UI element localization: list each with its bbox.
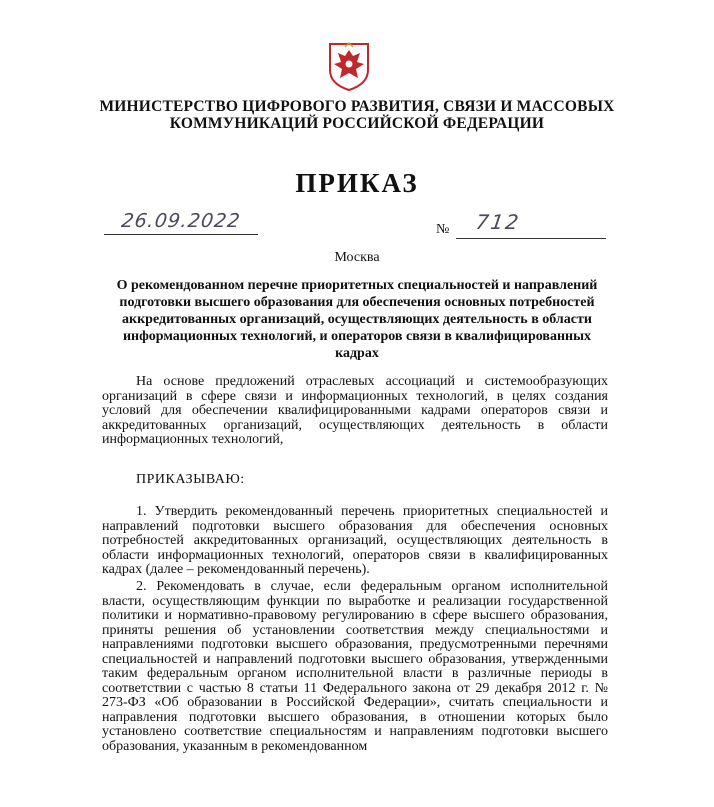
ministry-line-1: МИНИСТЕРСТВО ЦИФРОВОГО РАЗВИТИЯ, СВЯЗИ И МАССОВЫХ xyxy=(99,98,615,115)
order-subject: О рекомендованном перечне приоритетных специальностей и направлений подготовки высшего образования для обеспечения основных потребностей аккредитованных организаций, осуществляющих деятельность в области информационных технологий, и операторов связи в квалифицированных кадрах xyxy=(116,278,598,361)
order-date: 26.09.2022 xyxy=(120,210,242,232)
city: Москва xyxy=(334,250,380,265)
preamble-paragraph: На основе предложений отраслевых ассоциаций и системообразующих организаций в сфере связи и информационных технологий, в целях создания условий для обеспечении квалифицированными кадрами операторов связи и аккредитованных организаций, осуществляющих деятельность в области информационных технологий, xyxy=(102,374,608,447)
number-underline xyxy=(456,238,606,239)
item-2-paragraph: 2. Рекомендовать в случае, если федеральным органом исполнительной власти, осуществляющим функции по выработке и реализации государственной политики и нормативно-правовому регулированию в сфере высшего образования, приняты решения об установлении соответствия между специальностями и направлениями подготовки высшего образования, предусмотренными перечнями специальностей и направлений подготовки высшего образования, утвержденными таким федеральным органом исполнительной власти в различные периоды в соответствии с частью 8 статьи 11 Федерального закона от 29 декабря 2012 г. № 273-ФЗ «Об образовании в Российской Федерации», считать специальности и направления подготовки высшего образования, в отношении которых было установлено соответствие специальностям и направлениям подготовки высшего образования, указанным в рекомендованном xyxy=(102,579,608,754)
date-underline xyxy=(104,234,258,235)
ministry-name xyxy=(0,98,714,132)
number-sign: № xyxy=(436,222,450,237)
order-number: 712 xyxy=(474,210,522,234)
order-word: ПРИКАЗЫВАЮ: xyxy=(136,472,245,487)
coat-of-arms-emblem xyxy=(326,40,372,92)
ministry-line-2: КОММУНИКАЦИЙ РОССИЙСКОЙ ФЕДЕРАЦИИ xyxy=(169,115,545,132)
item-1-paragraph: 1. Утвердить рекомендованный перечень приоритетных специальностей и направлений подготовки высшего образования для обеспечения основных потребностей аккредитованных организаций, осуществляющих деятельность в области информационных технологий, операторов связи в квалифицированных кадрах (далее – рекомендованный перечень). xyxy=(102,504,608,577)
document-type-title: ПРИКАЗ xyxy=(295,168,419,198)
